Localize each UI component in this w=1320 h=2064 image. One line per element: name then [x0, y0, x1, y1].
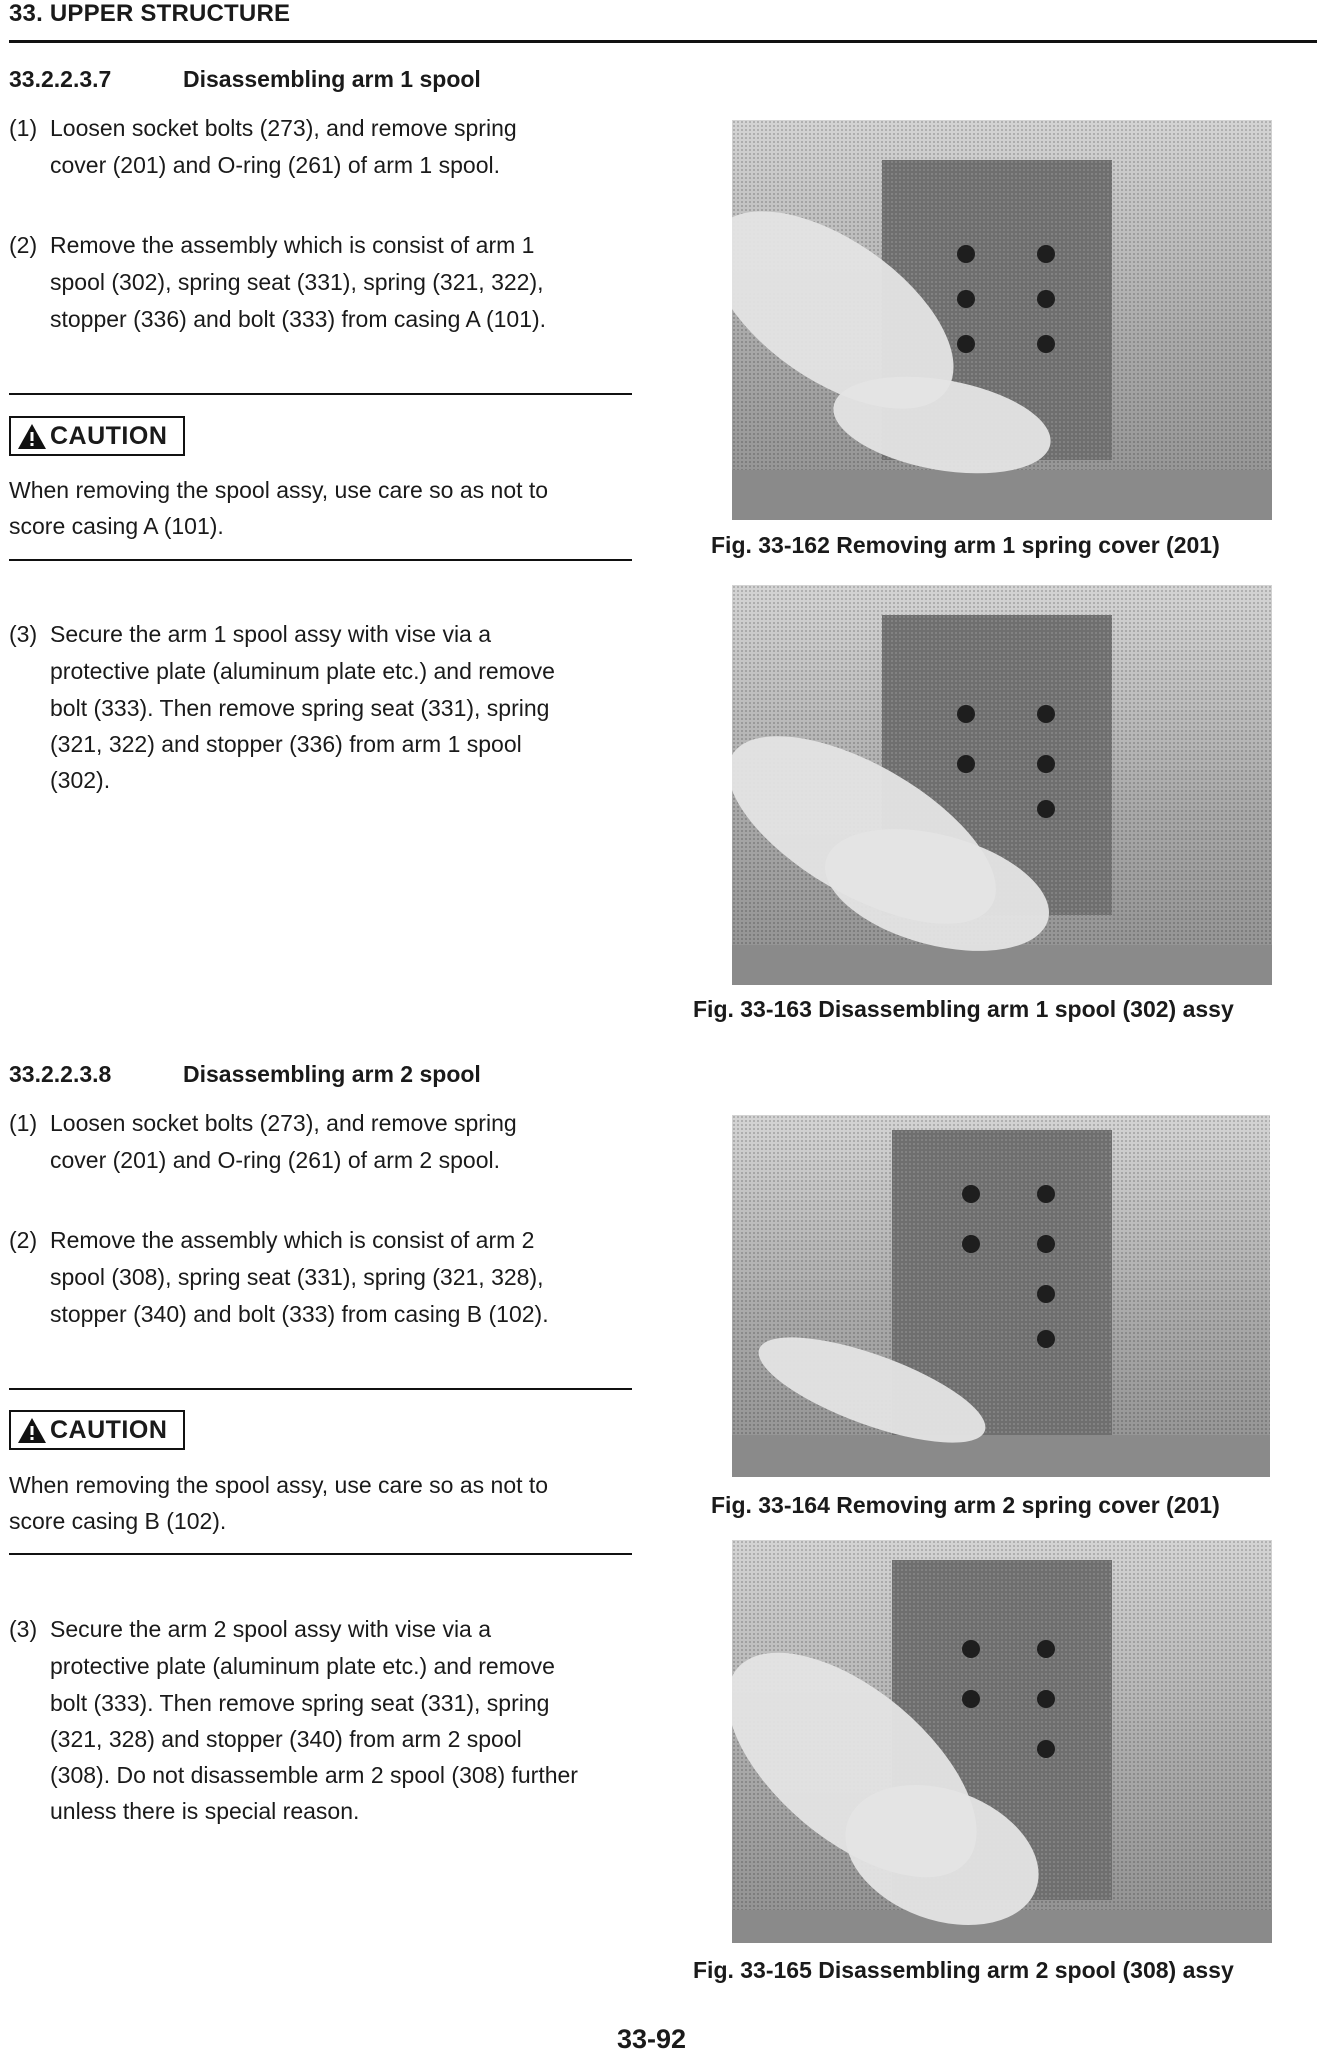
step-3: (3) Secure the arm 1 spool assy with vise via a protective plate (aluminum plate etc.) and remove bolt (333). Then remove spring seat (331), spring (321, 322) and stopper (336) from arm 1 spool (302).: [9, 621, 555, 793]
figure-caption: Fig. 33-163 Disassembling arm 1 spool (302) assy: [693, 996, 1234, 1022]
figure-caption: Fig. 33-162 Removing arm 1 spring cover (201): [711, 532, 1220, 558]
caution-top-rule: [9, 393, 632, 395]
photo-disassembling-arm2-spool: [732, 1540, 1272, 1943]
step-1: (1) Loosen socket bolts (273), and remove spring cover (201) and O-ring (261) of arm 2 spool.: [9, 1110, 517, 1173]
step-3: (3) Secure the arm 2 spool assy with vise via a protective plate (aluminum plate etc.) and remove bolt (333). Then remove spring seat (331), spring (321, 328) and stopper (340) from arm 2 spool (308). Do not disassemble arm 2 spool (308) further unless there is special reason.: [9, 1616, 578, 1824]
caution-line: When removing the spool assy, use care so as not to: [9, 477, 549, 503]
photo-removing-spring-cover-arm2: [732, 1115, 1270, 1477]
chapter-title: 33. UPPER STRUCTURE: [9, 0, 291, 27]
caution-bottom-rule: [9, 1553, 632, 1555]
header-rule: [9, 40, 1317, 43]
section-number: 33.2.2.3.8: [9, 1061, 112, 1087]
caution-label: CAUTION: [9, 1410, 185, 1450]
photo-removing-spring-cover-arm1: [732, 120, 1272, 520]
section-title: Disassembling arm 1 spool: [183, 66, 481, 92]
caution-bottom-rule: [9, 559, 632, 561]
warning-icon: [17, 422, 47, 450]
section-number: 33.2.2.3.7: [9, 66, 112, 92]
figure-caption: Fig. 33-164 Removing arm 2 spring cover (201): [711, 1492, 1220, 1518]
caution-label: CAUTION: [9, 416, 185, 456]
caution-line: score casing A (101).: [9, 513, 224, 539]
step-2: (2) Remove the assembly which is consist of arm 1 spool (302), spring seat (331), spring (321, 322), stopper (336) and bolt (333) from casing A (101).: [9, 232, 547, 332]
caution-line: score casing B (102).: [9, 1508, 227, 1534]
section-title: Disassembling arm 2 spool: [183, 1061, 481, 1087]
caution-line: When removing the spool assy, use care so as not to: [9, 1472, 549, 1498]
warning-icon: [17, 1416, 47, 1444]
step-1: (1) Loosen socket bolts (273), and remove spring cover (201) and O-ring (261) of arm 1 spool.: [9, 115, 517, 178]
photo-disassembling-arm1-spool: [732, 585, 1272, 985]
caution-top-rule: [9, 1388, 632, 1390]
figure-caption: Fig. 33-165 Disassembling arm 2 spool (308) assy: [693, 1957, 1234, 1983]
page-number: 33-92: [617, 2024, 687, 2054]
step-2: (2) Remove the assembly which is consist of arm 2 spool (308), spring seat (331), spring (321, 328), stopper (340) and bolt (333) from casing B (102).: [9, 1227, 549, 1327]
